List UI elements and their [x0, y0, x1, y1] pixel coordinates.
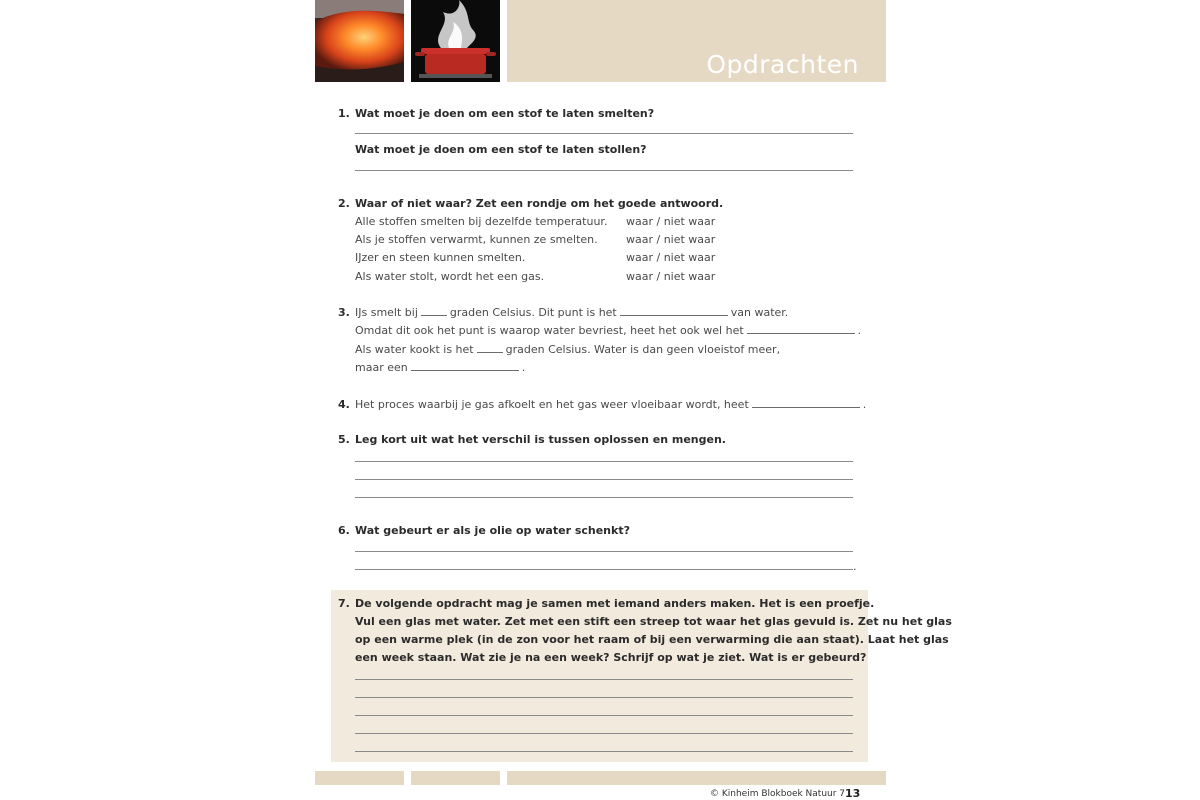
question-line	[355, 343, 780, 356]
text-part: Als water kookt is het	[355, 343, 474, 356]
page-title: Opdrachten	[706, 50, 859, 79]
boiling-pot-photo	[411, 0, 500, 82]
fill-in-blank[interactable]	[421, 314, 447, 316]
lava-photo	[315, 0, 404, 82]
fill-in-blank[interactable]	[747, 332, 855, 334]
question-number: 2.	[338, 197, 350, 210]
question-number: 1.	[338, 107, 350, 120]
footer-strip	[507, 771, 886, 785]
question-text: Wat moet je doen om een stof te laten smelten?	[355, 107, 655, 120]
question-line	[355, 398, 866, 411]
statement-text: Als je stoffen verwarmt, kunnen ze smelten.	[355, 233, 598, 246]
text-part: .	[857, 324, 862, 337]
answer-line[interactable]	[355, 551, 853, 552]
answer-line[interactable]	[355, 733, 853, 734]
answer-line[interactable]	[355, 715, 853, 716]
question-line	[355, 324, 861, 337]
text-part: .	[853, 560, 857, 573]
question-line	[355, 306, 788, 319]
text-part: van water.	[730, 306, 789, 319]
header-band	[507, 0, 886, 82]
true-false-choice[interactable]: waar / niet waar	[626, 251, 716, 264]
question-line	[355, 361, 525, 374]
answer-line[interactable]	[355, 751, 853, 752]
answer-line[interactable]	[355, 697, 853, 698]
answer-line[interactable]	[355, 479, 853, 480]
text-part: Omdat dit ook het punt is waarop water bevriest, heet het ook wel het	[355, 324, 744, 337]
question-number: 4.	[338, 398, 350, 411]
text-part: IJs smelt bij	[355, 306, 418, 319]
fill-in-blank[interactable]	[620, 314, 728, 316]
true-false-choice[interactable]: waar / niet waar	[626, 233, 716, 246]
question-text: De volgende opdracht mag je samen met iemand anders maken. Het is een proefje.	[355, 597, 875, 610]
fill-in-blank[interactable]	[411, 369, 519, 371]
fill-in-blank[interactable]	[477, 351, 503, 353]
question-text: een week staan. Wat zie je na een week? Schrijf op wat je ziet. Wat is er gebeurd?	[355, 651, 867, 664]
copyright-text: © Kinheim Blokboek Natuur 7	[710, 789, 846, 799]
question-number: 5.	[338, 433, 350, 446]
true-false-choice[interactable]: waar / niet waar	[626, 270, 716, 283]
fill-in-blank[interactable]	[752, 406, 860, 408]
statement-text: IJzer en steen kunnen smelten.	[355, 251, 526, 264]
answer-line[interactable]	[355, 497, 853, 498]
question-text: Wat moet je doen om een stof te laten stollen?	[355, 143, 647, 156]
text-part: .	[521, 361, 526, 374]
answer-line[interactable]	[355, 569, 853, 570]
footer-strip	[411, 771, 500, 785]
true-false-choice[interactable]: waar / niet waar	[626, 215, 716, 228]
question-text: Het proces waarbij je gas afkoelt en het gas weer vloeibaar wordt, heet	[355, 398, 749, 411]
text-part: graden Celsius. Water is dan geen vloeistof meer,	[505, 343, 781, 356]
text-part: .	[862, 398, 867, 411]
question-number: 3.	[338, 306, 350, 319]
question-number: 7.	[338, 597, 350, 610]
question-text: Wat gebeurt er als je olie op water schenkt?	[355, 524, 630, 537]
answer-line[interactable]	[355, 133, 853, 134]
statement-text: Alle stoffen smelten bij dezelfde temperatuur.	[355, 215, 608, 228]
question-text: Vul een glas met water. Zet met een stift een streep tot waar het glas gevuld is. Zet nu het glas	[355, 615, 952, 628]
answer-line[interactable]	[355, 679, 853, 680]
question-text: op een warme plek (in de zon voor het raam of bij een verwarming die aan staat). Laat het glas	[355, 633, 949, 646]
page-number: 13	[845, 787, 861, 800]
text-part: maar een	[355, 361, 408, 374]
question-text: Waar of niet waar? Zet een rondje om het goede antwoord.	[355, 197, 724, 210]
question-text: Leg kort uit wat het verschil is tussen oplossen en mengen.	[355, 433, 726, 446]
text-part: graden Celsius. Dit punt is het	[449, 306, 617, 319]
answer-line[interactable]	[355, 170, 853, 171]
statement-text: Als water stolt, wordt het een gas.	[355, 270, 545, 283]
answer-line[interactable]	[355, 461, 853, 462]
question-number: 6.	[338, 524, 350, 537]
footer-strip	[315, 771, 404, 785]
